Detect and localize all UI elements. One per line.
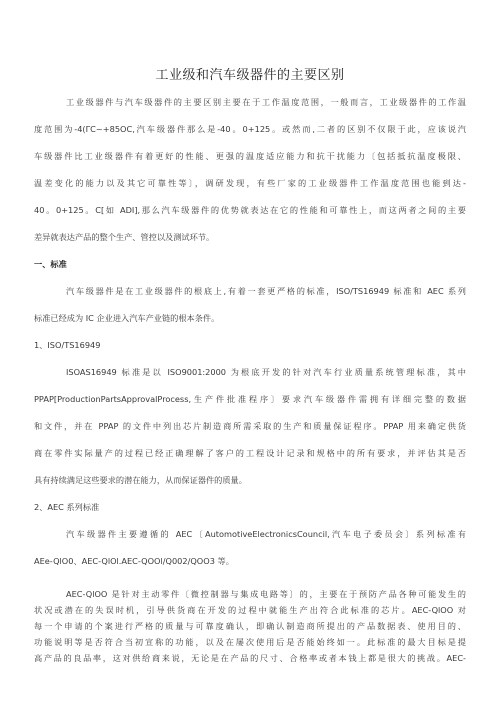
paragraph-line: 商在零件实际量产的过程已经正确理解了客户的工程设计记录和规格中的所有要求，并评估其是否 <box>34 448 466 458</box>
paragraph-line: 汽车级器件主要遵循的 AEC〔AutomotiveElectronicsCouncil,汽车电子委员会〕系列标准有 <box>66 529 466 539</box>
paragraph-line: 40。0+125。C[如 ADI],那么汽车级器件的优势就表达在它的性能和可靠性上，而这两者之间的主要 <box>34 205 466 215</box>
document-title: 工业级和汽车级器件的主要区别 <box>155 68 345 83</box>
section-heading: 一、标准 <box>34 259 67 269</box>
paragraph-line: ISOAS16949 标准是以 ISO9001:2000 为根底开发的针对汽车行业质量系统管理标准，其中 <box>66 367 466 377</box>
paragraph-line: 和文件，并在 PPAP 的文件中列出芯片制造商所需采取的生产和质量保证程序。PPAP 用来确定供货 <box>34 421 466 431</box>
paragraph-line: AEe-QlO0、AEC-QlOl.AEC-QOOl∕Q002∕QOO3 等。 <box>34 556 234 566</box>
subsection-heading: 1、ISO/TS16949 <box>34 340 101 350</box>
subsection-heading: 2、AEC 系列标准 <box>34 502 100 512</box>
paragraph-line: 功能说明等是否符合当初宣称的功能，以及在屡次使用后是否能始终如一。此标准的最大目标是提 <box>34 637 466 647</box>
paragraph-line: 每一个申请的个案进行严格的质量与可靠度确认，即确认制造商所提出的产品数据表、使用目的、 <box>34 621 466 631</box>
paragraph-line: 温差变化的能力以及其它可靠性等〕，调研发现，有些厂家的工业级器件工作温度范围也能到达- <box>34 178 466 188</box>
paragraph-line: AEC-QlOO 是针对主动零件〔微控制器与集成电路等〕的，主要在于预防产品各种可能发生的 <box>66 589 466 599</box>
paragraph-line: 标准已经成为 IC 企业进入汽车产业链的根本条件。 <box>34 313 220 323</box>
paragraph-line: 度范围为-4(ΓC~+85OC,汽车级器件那么是-40。0+125。或然而,二者的区别不仅限于此，应该说汽 <box>34 124 466 134</box>
paragraph-line: 车级器件比工业级器件有着更好的性能、更强的温度适应能力和抗干扰能力〔包括抵抗温度极限、 <box>34 151 466 161</box>
paragraph-line: PPAP[ProductionPartsApprovalProcess,生产件批准程序〕要求汽车级器件需拥有详细完整的数据 <box>34 394 466 404</box>
paragraph-line: 具有持续满足这些要求的潜在能力，从而保证器件的质量。 <box>34 475 247 485</box>
paragraph-line: 高产品的良品率，这对供给商来说，无论是在产品的尺寸、合格率或者本钱上都是很大的挑战。AEC- <box>34 653 466 663</box>
paragraph-line: 工业级器件与汽车级器件的主要区别主要在于工作温度范围，一般而言，工业级器件的工作温 <box>66 97 466 107</box>
paragraph-line: 状况或潜在的失误时机，引导供货商在开发的过程中就能生产出符合此标准的芯片。AEC-QlOO 对 <box>34 605 466 615</box>
paragraph-line: 差异就表达产品的整个生产、管控以及测试环节。 <box>34 232 215 242</box>
paragraph-line: 汽车级器件是在工业级器件的根底上,有着一套更严格的标准，ISO/TS16949 标准和 AEC 系列 <box>66 286 466 296</box>
